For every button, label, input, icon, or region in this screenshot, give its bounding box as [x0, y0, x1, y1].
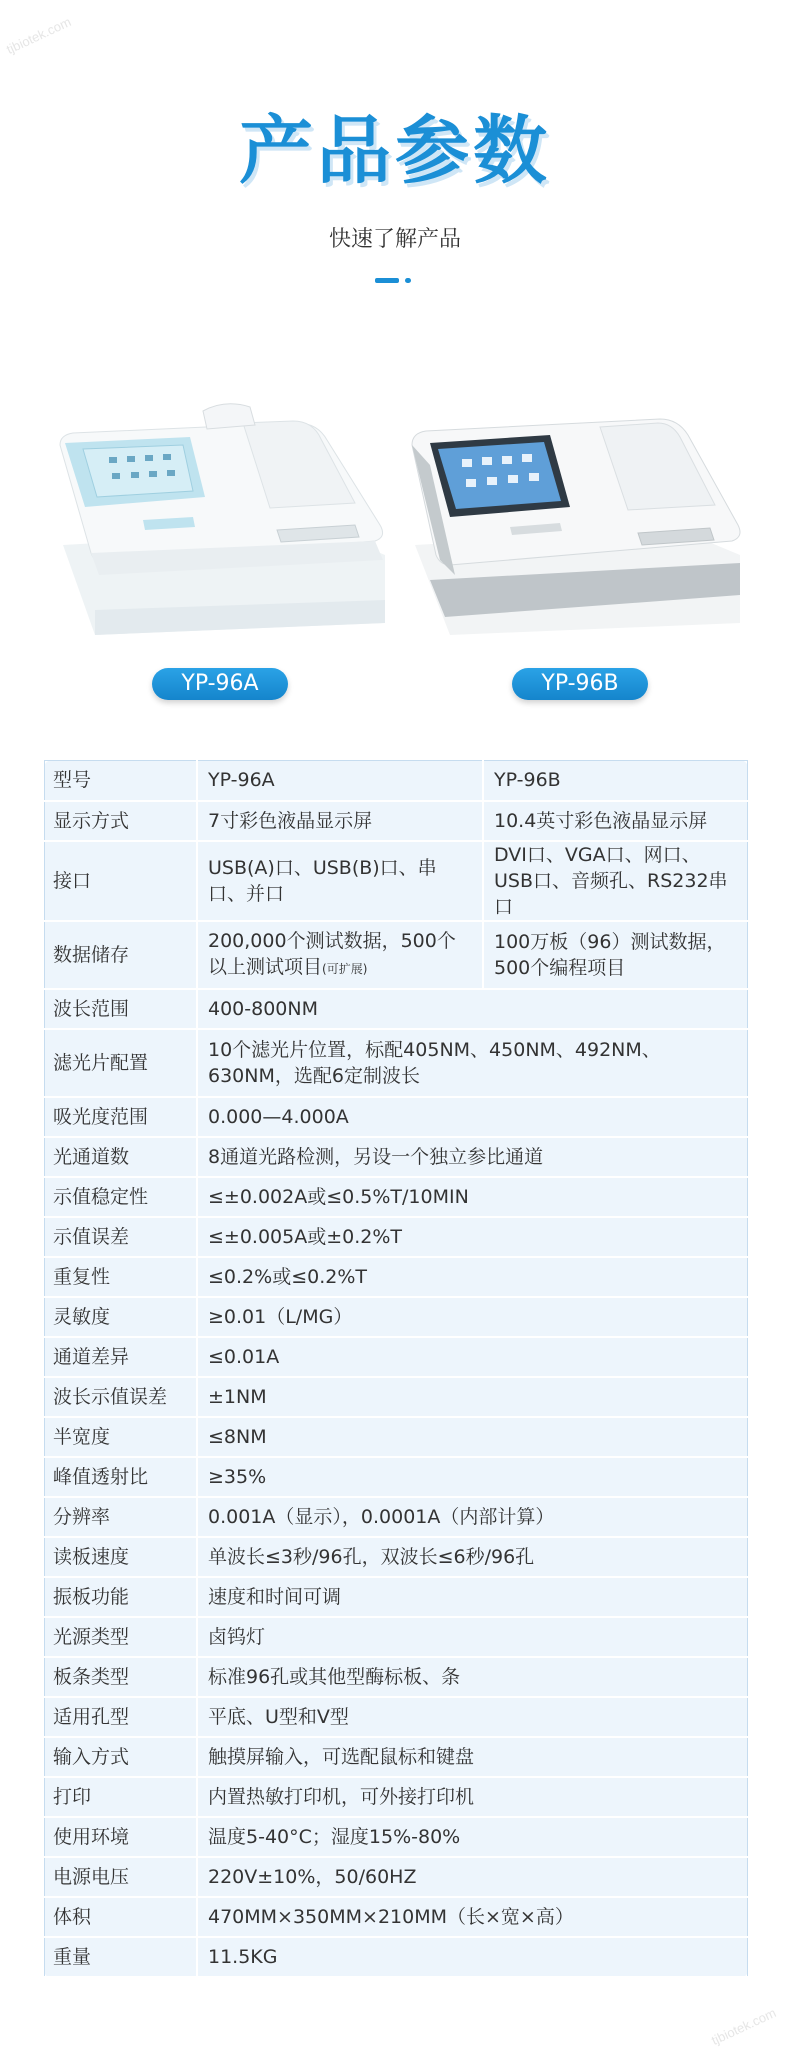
spec-value: 220V±10%，50/60HZ [197, 1857, 748, 1897]
table-row [45, 1137, 748, 1177]
spec-key: 吸光度范围 [45, 1097, 198, 1137]
spec-key: 显示方式 [45, 801, 198, 841]
product-label-yp96b: YP-96B [512, 668, 648, 700]
spec-key: 体积 [45, 1897, 198, 1937]
table-row [45, 1617, 748, 1657]
spec-key: 数据储存 [45, 921, 198, 989]
spec-key: 使用环境 [45, 1817, 198, 1857]
table-row [45, 1577, 748, 1617]
spec-key: 打印 [45, 1777, 198, 1817]
watermark: tjbiotek.com [708, 2005, 778, 2048]
page-title: 产品参数 [239, 108, 551, 194]
spec-value: 400-800NM [197, 989, 748, 1029]
table-row [45, 1777, 748, 1817]
spec-key: 适用孔型 [45, 1697, 198, 1737]
spec-value: ±1NM [197, 1377, 748, 1417]
spec-value: 触摸屏输入，可选配鼠标和键盘 [197, 1737, 748, 1777]
spec-value: 0.001A（显示），0.0001A（内部计算） [197, 1497, 748, 1537]
spec-value: 470MM×350MM×210MM（长×宽×高） [197, 1897, 748, 1937]
table-row [45, 1377, 748, 1417]
watermark: tjbiotek.com [4, 14, 74, 57]
spec-key: 板条类型 [45, 1657, 198, 1697]
table-row [45, 1817, 748, 1857]
spec-value-a: 7寸彩色液晶显示屏 [197, 801, 483, 841]
spec-value-a [197, 921, 483, 989]
page-subtitle: 快速了解产品 [328, 227, 461, 252]
spec-key: 半宽度 [45, 1417, 198, 1457]
spec-key: 峰值透射比 [45, 1457, 198, 1497]
spec-value-a: YP-96A [197, 761, 483, 801]
spec-value: 单波长≤3秒/96孔，双波长≤6秒/96孔 [197, 1537, 748, 1577]
table-row [45, 1297, 748, 1337]
product-label-yp96a: YP-96A [152, 668, 288, 700]
spec-key: 波长示值误差 [45, 1377, 198, 1417]
spec-value: ≤±0.002A或≤0.5%T/10MIN [197, 1177, 748, 1217]
spec-key: 示值稳定性 [45, 1177, 198, 1217]
table-row [45, 1177, 748, 1217]
spec-table [44, 760, 748, 1978]
table-row [45, 921, 748, 989]
spec-key: 通道差异 [45, 1337, 198, 1377]
spec-value: 标准96孔或其他型酶标板、条 [197, 1657, 748, 1697]
table-header-row [45, 761, 748, 801]
table-row [45, 1217, 748, 1257]
table-row [45, 989, 748, 1029]
underline-dot [405, 278, 411, 283]
spec-key: 光通道数 [45, 1137, 198, 1177]
spec-value-b: YP-96B [483, 761, 748, 801]
table-row [45, 1897, 748, 1937]
spec-value: 平底、U型和V型 [197, 1697, 748, 1737]
spec-key: 读板速度 [45, 1537, 198, 1577]
spec-value: 内置热敏打印机，可外接打印机 [197, 1777, 748, 1817]
table-row [45, 1497, 748, 1537]
spec-key: 电源电压 [45, 1857, 198, 1897]
spec-value: 11.5KG [197, 1937, 748, 1977]
table-row [45, 1337, 748, 1377]
spec-key: 光源类型 [45, 1617, 198, 1657]
spec-value: 8通道光路检测，另设一个独立参比通道 [197, 1137, 748, 1177]
spec-key: 输入方式 [45, 1737, 198, 1777]
spec-value-a-note: (可扩展) [322, 961, 368, 976]
product-image-yp96b [410, 395, 750, 645]
table-row [45, 1257, 748, 1297]
table-row [45, 1097, 748, 1137]
spec-value-a: USB(A)口、USB(B)口、串口、并口 [197, 841, 483, 921]
spec-key: 重复性 [45, 1257, 198, 1297]
spec-key: 重量 [45, 1937, 198, 1977]
spec-key: 示值误差 [45, 1217, 198, 1257]
table-row [45, 1697, 748, 1737]
product-image-yp96a [55, 395, 395, 645]
spec-key: 型号 [45, 761, 198, 801]
table-row [45, 1417, 748, 1457]
spec-value: ≤±0.005A或±0.2%T [197, 1217, 748, 1257]
spec-key: 灵敏度 [45, 1297, 198, 1337]
table-row [45, 1857, 748, 1897]
spec-value: 卤钨灯 [197, 1617, 748, 1657]
spec-key: 波长范围 [45, 989, 198, 1029]
spec-key: 滤光片配置 [45, 1029, 198, 1097]
spec-value: 10个滤光片位置，标配405NM、450NM、492NM、630NM，选配6定制波长 [197, 1029, 748, 1097]
spec-value-a-text: 200,000个测试数据，500个以上测试项目 [208, 929, 456, 978]
table-row [45, 1937, 748, 1977]
spec-value: ≤0.01A [197, 1337, 748, 1377]
spec-value: 速度和时间可调 [197, 1577, 748, 1617]
microplate-reader-a-image [55, 395, 395, 645]
table-row [45, 801, 748, 841]
table-row [45, 1457, 748, 1497]
table-row [45, 1537, 748, 1577]
spec-value: 温度5-40°C；湿度15%-80% [197, 1817, 748, 1857]
table-row [45, 1657, 748, 1697]
table-row [45, 841, 748, 921]
table-row [45, 1737, 748, 1777]
spec-value: ≤8NM [197, 1417, 748, 1457]
spec-key: 分辨率 [45, 1497, 198, 1537]
spec-value: ≤0.2%或≤0.2%T [197, 1257, 748, 1297]
spec-value-b: 100万板（96）测试数据，500个编程项目 [483, 921, 748, 989]
title-underline [375, 278, 415, 284]
spec-value: 0.000—4.000A [197, 1097, 748, 1137]
underline-bar [375, 278, 399, 283]
spec-value-b: DVI口、VGA口、网口、USB口、音频孔、RS232串口 [483, 841, 748, 921]
spec-value: ≥0.01（L/MG） [197, 1297, 748, 1337]
spec-key: 接口 [45, 841, 198, 921]
spec-key: 振板功能 [45, 1577, 198, 1617]
microplate-reader-b-image [410, 395, 750, 645]
spec-value-b: 10.4英寸彩色液晶显示屏 [483, 801, 748, 841]
spec-value: ≥35% [197, 1457, 748, 1497]
table-row [45, 1029, 748, 1097]
